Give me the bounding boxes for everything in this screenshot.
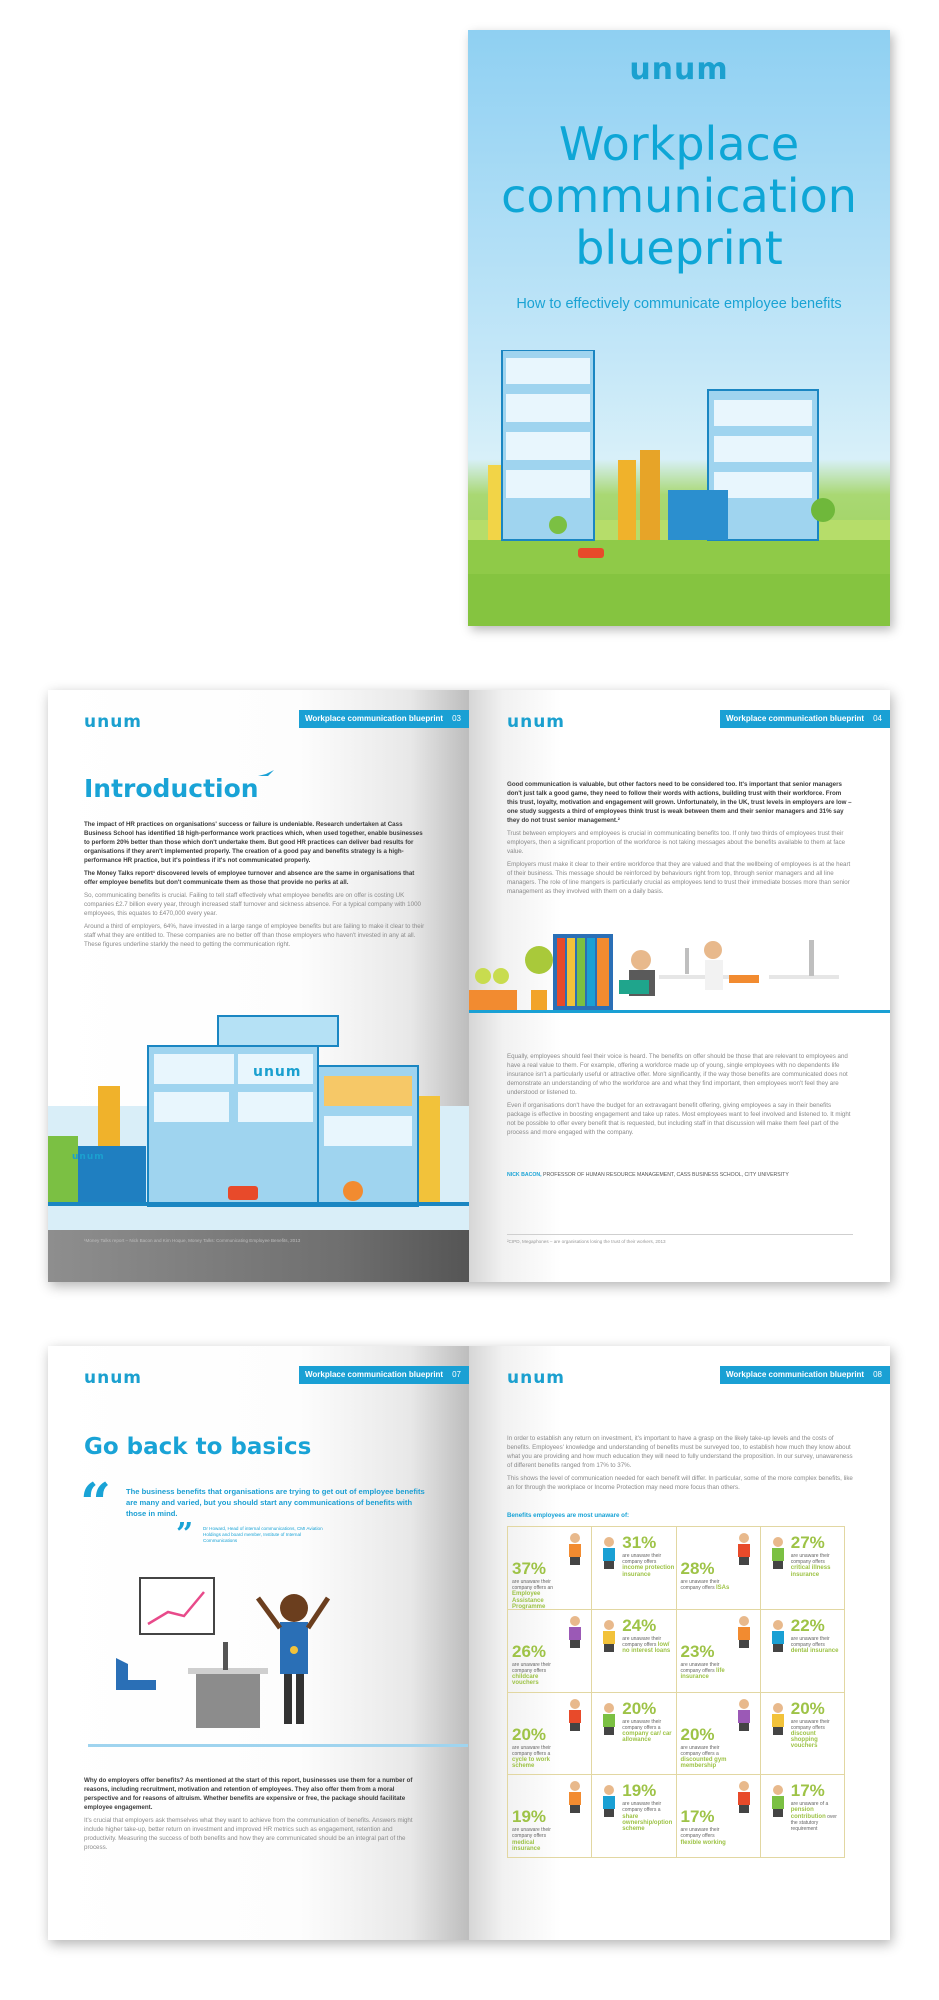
intro-bold-para-2: The Money Talks report¹ discovered levels of employee turnover and absence are the same in organisations that offer employee benefits but don't communicate them as those that provide no perks at all. bbox=[84, 870, 415, 886]
stat-percentage: 19% bbox=[512, 1807, 547, 1827]
stat-benefit-name: company car/ car allowance bbox=[622, 1730, 672, 1744]
person-illustration-icon bbox=[562, 1779, 588, 1813]
stat-label bbox=[512, 1579, 564, 1610]
author-name: NICK BACON, bbox=[507, 1172, 542, 1178]
stat-percentage: 28% bbox=[680, 1559, 715, 1578]
stat-label bbox=[791, 1801, 843, 1832]
cover-title-line2: communication bbox=[501, 169, 857, 223]
stat-label bbox=[791, 1553, 843, 1578]
stat-cell bbox=[508, 1610, 592, 1693]
stat-cell bbox=[508, 1527, 592, 1610]
stat-label bbox=[622, 1553, 674, 1578]
body-text bbox=[84, 1776, 424, 1856]
stat-cell bbox=[592, 1527, 676, 1610]
stat-cell bbox=[677, 1775, 761, 1858]
stat-percentage: 27% bbox=[790, 1533, 825, 1552]
stat-label-text: are unaware their company offers a bbox=[622, 1718, 662, 1731]
stat-label-text: are unaware their company offers bbox=[512, 1827, 551, 1840]
unum-logo: unum bbox=[629, 52, 729, 87]
benefits-unawareness-grid bbox=[507, 1526, 845, 1858]
stat-label bbox=[681, 1662, 733, 1681]
building-logo: unum bbox=[253, 1064, 302, 1080]
stat-label-text: are unaware of a bbox=[790, 1801, 829, 1808]
stat-label-suffix: over the statutory requirement bbox=[790, 1813, 837, 1833]
stat-cell bbox=[592, 1610, 676, 1693]
stat-benefit-name: childcare vouchers bbox=[512, 1674, 539, 1687]
stat-label bbox=[681, 1745, 733, 1770]
person-illustration-icon bbox=[596, 1618, 622, 1652]
stat-label-text: are unaware their company offers a bbox=[680, 1744, 720, 1757]
running-header bbox=[299, 710, 469, 728]
stat-label bbox=[622, 1719, 674, 1744]
stat-benefit-name: flexible working bbox=[680, 1839, 726, 1846]
stat-benefit-name: medical insurance bbox=[512, 1839, 541, 1852]
stat-cell bbox=[592, 1775, 676, 1858]
pull-quote: The business benefits that organisations are trying to get out of employee benefits are many and varied, but you should start any communications of benefits with those in mind. bbox=[126, 1487, 425, 1518]
stat-benefit-name: share ownership/option scheme bbox=[622, 1813, 673, 1833]
stat-label bbox=[512, 1827, 564, 1852]
person-illustration-icon bbox=[765, 1701, 791, 1735]
close-quote-icon: ” bbox=[176, 1517, 194, 1552]
spread-go-back-to-basics bbox=[48, 1346, 890, 1940]
footnote-rule bbox=[507, 1234, 853, 1235]
page-07 bbox=[48, 1346, 469, 1940]
stat-benefit-name: discounted gym membership bbox=[680, 1756, 727, 1770]
stat-cell bbox=[592, 1693, 676, 1776]
cover-title bbox=[468, 118, 890, 274]
header-title: Workplace communication blueprint bbox=[726, 1370, 865, 1379]
stat-percentage: 26% bbox=[512, 1641, 547, 1661]
bird-icon bbox=[258, 770, 274, 780]
header-title: Workplace communication blueprint bbox=[305, 1370, 444, 1379]
para-4: Equally, employees should feel their voice is heard. The benefits on offer should be those that are relevant to employees and have a real value to them. For example, offering a workforce made up of young, single employees with no dependents life insurance isn't a particularly useful or attractive offer. More significantly, if the way those benefits are communicated does not demonstrate an understanding of who the workforce are and what they find important, then employees won't feel they are understood or listened to. bbox=[507, 1053, 848, 1096]
stat-percentage: 23% bbox=[680, 1641, 715, 1661]
body-text-bottom bbox=[507, 1052, 853, 1141]
para-2: It's crucial that employers ask themselves what they want to achieve from the communication of benefits. Answers might include higher take-up, better return on investment and improved HR metrics such as engagement, retention and productivity. Measuring the success of both benefits and how they are communicated should be an integral part of the process. bbox=[84, 1817, 413, 1851]
stat-percentage: 20% bbox=[622, 1698, 657, 1718]
intro-bold-para-1: The impact of HR practices on organisations' success or failure is undeniable. Research undertaken at Cass Business School has identified 18 high-performance work practices which, when used together, enable businesses to perform 20% better than those which don't undertake them. But good HR practices can deliver bad results for organisations if they aren't implemented properly. The creation of a good pay and benefits strategy is a high-performance HR practice, but it's pointless if it's not communicated properly. bbox=[84, 821, 423, 864]
stat-benefit-name: cycle to work scheme bbox=[512, 1756, 551, 1770]
stat-cell bbox=[508, 1693, 592, 1776]
person-illustration-icon bbox=[731, 1779, 757, 1813]
para-1: In order to establish any return on investment, it's important to have a grasp on the likely take-up levels and the costs of benefits. Employees' knowledge and understanding of benefits must be surveyed too, to establish how much they know about what you are providing and how much education they will need to fully understand the proposition. In our survey, unawareness of different benefits ranged from 17% to 37%. bbox=[507, 1435, 853, 1469]
stat-label-text: are unaware their company offers bbox=[680, 1579, 720, 1592]
page-number: 03 bbox=[452, 714, 461, 723]
stat-percentage: 20% bbox=[512, 1724, 547, 1744]
page-04 bbox=[469, 690, 890, 1282]
person-illustration-icon bbox=[596, 1701, 622, 1735]
person-illustration-icon bbox=[596, 1535, 622, 1569]
stat-cell bbox=[508, 1775, 592, 1858]
para-5: Even if organisations don't have the budget for an extravagant benefit offering, giving employees a say in their benefits package is effective in boosting engagement and take up rates. Most employees want to feel involved and listened to. It might not be possible to offer every benefit that is requested, but including staff in that discussion will make them feel part of the process and more engaged with the company. bbox=[507, 1102, 851, 1136]
stat-benefit-name: critical illness insurance bbox=[790, 1565, 831, 1578]
person-illustration-icon bbox=[731, 1531, 757, 1565]
stat-label-text: are unaware their company offers bbox=[790, 1718, 830, 1731]
stat-cell bbox=[761, 1775, 845, 1858]
stat-label bbox=[681, 1579, 733, 1591]
para-3: Employers must make it clear to their entire workforce that they are valued and that the wellbeing of employees is at the heart of their business. This message should be reinforced by behaviours right from top, through senior managers and all line managers. The role of line mangers is particularly crucial as employees tend to trust their immediate bosses more than senior management as they involved with them on a daily basis. bbox=[507, 861, 851, 895]
author-role: PROFESSOR OF HUMAN RESOURCE MANAGEMENT, CASS BUSINESS SCHOOL, CITY UNIVERSITY bbox=[541, 1172, 789, 1178]
stat-label-text: are unaware their company offers an bbox=[512, 1579, 554, 1592]
page-title: Introduction bbox=[84, 774, 259, 803]
stat-label bbox=[791, 1719, 843, 1750]
running-header bbox=[299, 1366, 469, 1384]
stat-label bbox=[622, 1801, 674, 1832]
stat-cell bbox=[761, 1610, 845, 1693]
bold-para-1: Why do employers offer benefits? As mentioned at the start of this report, businesses use them for a number of reasons, including recruitment, motivation and retention of employees. They also offer them from a moral perspective and for reasons of altruism. Whether benefits are expensive or free, the package should facilitate employee engagement. bbox=[84, 1777, 413, 1811]
stat-percentage: 17% bbox=[680, 1807, 715, 1827]
stat-percentage: 37% bbox=[512, 1559, 547, 1578]
cover-subtitle: How to effectively communicate employee benefits bbox=[516, 296, 842, 312]
unum-logo: unum bbox=[507, 712, 566, 732]
page-number: 04 bbox=[873, 714, 882, 723]
cover-title-line1: Workplace bbox=[558, 117, 800, 171]
stat-label bbox=[622, 1636, 674, 1655]
stat-label-text: are unaware their company offers bbox=[622, 1553, 662, 1566]
stat-label-text: are unaware their company offers bbox=[680, 1827, 720, 1840]
intro-para-4: Around a third of employers, 64%, have invested in a large range of employee benefits but are failing to make it clear to their staff what they are entitled to. These companies are no better off than those employers who haven't invested in any at all. These figures underline starkly the need to getting the communication right. bbox=[84, 923, 425, 948]
office-buildings-illustration bbox=[468, 350, 890, 626]
footnote: ²CIPD, Megaphones – are organisations losing the trust of their workers, 2013 bbox=[507, 1239, 666, 1244]
stat-cell bbox=[677, 1693, 761, 1776]
para-2: Trust between employers and employees is crucial in communicating benefits too. If only two thirds of employees trust their employers, then a significant proportion of the workforce is not taking messages about the benefits available to them at face value. bbox=[507, 830, 846, 855]
person-illustration-icon bbox=[765, 1783, 791, 1817]
stat-label bbox=[512, 1745, 564, 1770]
stats-grid-title: Benefits employees are most unaware of: bbox=[507, 1512, 630, 1519]
stat-label bbox=[681, 1827, 733, 1846]
unum-logo: unum bbox=[507, 1368, 566, 1388]
intro-text bbox=[84, 820, 429, 953]
spread-introduction bbox=[48, 690, 890, 1282]
stat-percentage: 24% bbox=[622, 1615, 657, 1635]
header-title: Workplace communication blueprint bbox=[726, 714, 865, 723]
page-03 bbox=[48, 690, 469, 1282]
stat-percentage: 17% bbox=[790, 1781, 825, 1801]
stat-cell bbox=[761, 1693, 845, 1776]
workers-at-desk-illustration bbox=[469, 920, 890, 1036]
header-title: Workplace communication blueprint bbox=[305, 714, 444, 723]
person-illustration-icon bbox=[562, 1697, 588, 1731]
stat-percentage: 19% bbox=[622, 1781, 657, 1801]
stat-benefit-name: dental insurance bbox=[790, 1648, 839, 1655]
bold-para-1: Good communication is valuable, but other factors need to be considered too. It's important that senior managers don't just talk a good game, they need to follow their words with actions, building trust with their workforce. From this trust, loyalty, motivation and engagement will grown. Unfortunately, in the UK, trust levels in employers are low – one study suggests a third of employees think trust is weak between them and their senior managers and 31% say they do not trust senior management.² bbox=[507, 781, 852, 824]
person-illustration-icon bbox=[596, 1783, 622, 1817]
stat-label-text: are unaware their company offers bbox=[622, 1635, 662, 1648]
quote-citation: Dr Howard, Head of internal communications, CMI Aviation Holdings and board member, Institute of Internal Communications bbox=[203, 1526, 323, 1543]
small-building-logo: unum bbox=[72, 1152, 105, 1162]
stat-percentage: 20% bbox=[790, 1698, 825, 1718]
body-text bbox=[507, 1434, 853, 1496]
stat-cell bbox=[677, 1527, 761, 1610]
stat-benefit-name: ISAs bbox=[715, 1585, 730, 1592]
office-building-illustration bbox=[48, 996, 469, 1232]
person-illustration-icon bbox=[731, 1697, 757, 1731]
person-illustration-icon bbox=[562, 1614, 588, 1648]
body-text-top bbox=[507, 780, 853, 900]
stat-label-text: are unaware their company offers bbox=[680, 1661, 720, 1674]
author-credit bbox=[507, 1172, 853, 1178]
stat-benefit-name: discount shopping vouchers bbox=[790, 1730, 818, 1750]
running-header bbox=[720, 710, 890, 728]
stat-label-text: are unaware their company offers bbox=[512, 1661, 551, 1674]
stat-benefit-name: Employee Assistance Programme bbox=[512, 1591, 546, 1610]
person-illustration-icon bbox=[765, 1618, 791, 1652]
unum-logo: unum bbox=[84, 712, 143, 732]
stat-benefit-name: pension contribution bbox=[790, 1807, 826, 1820]
person-illustration-icon bbox=[765, 1535, 791, 1569]
stat-percentage: 20% bbox=[680, 1724, 715, 1744]
page-number: 07 bbox=[452, 1370, 461, 1379]
cover-page bbox=[468, 30, 890, 626]
stat-label bbox=[512, 1662, 564, 1687]
stat-label bbox=[791, 1636, 843, 1655]
cover-title-line3: blueprint bbox=[575, 221, 783, 275]
open-quote-icon: “ bbox=[80, 1471, 112, 1535]
unum-logo: unum bbox=[84, 1368, 143, 1388]
para-2: This shows the level of communication needed for each benefit will differ. In particular, some of the more complex benefits, like an for through the workplace or Income Protection may need more focus than others. bbox=[507, 1475, 853, 1491]
stat-percentage: 31% bbox=[622, 1533, 657, 1552]
stat-cell bbox=[677, 1610, 761, 1693]
stat-label-text: are unaware their company offers bbox=[790, 1635, 830, 1648]
stat-label-text: are unaware their company offers bbox=[790, 1553, 830, 1566]
page-number: 08 bbox=[873, 1370, 882, 1379]
person-illustration-icon bbox=[731, 1614, 757, 1648]
intro-para-3: So, communicating benefits is crucial. Failing to tell staff effectively what employee benefits are on offer is costing UK companies £2.7 billion every year, through increased staff turnover and sickness absence. For a typical company with 1000 employees, this equates to £470,000 every year. bbox=[84, 892, 421, 917]
page-08 bbox=[469, 1346, 890, 1940]
stat-benefit-name: low/ no interest loans bbox=[622, 1641, 671, 1655]
person-illustration-icon bbox=[562, 1531, 588, 1565]
stat-benefit-name: income protection insurance bbox=[622, 1565, 675, 1578]
celebrating-woman-illustration bbox=[88, 1568, 468, 1750]
page-title: Go back to basics bbox=[84, 1434, 312, 1460]
stat-label-text: are unaware their company offers a bbox=[622, 1801, 662, 1814]
stat-label-text: are unaware their company offers a bbox=[512, 1744, 551, 1757]
stat-cell bbox=[761, 1527, 845, 1610]
stat-benefit-name: life insurance bbox=[680, 1667, 725, 1681]
running-header bbox=[720, 1366, 890, 1384]
footnote: ¹Money Talks report – Nick Bacon and Kim Hoque, Money Talks: Communicating Employee Benefits, 2013 bbox=[84, 1238, 301, 1243]
stat-percentage: 22% bbox=[790, 1615, 825, 1635]
